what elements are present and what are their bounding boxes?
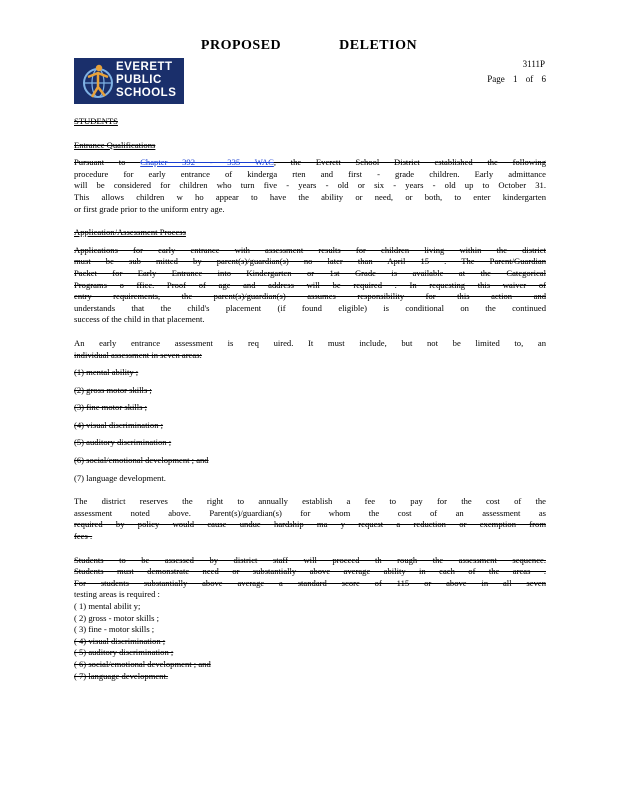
entrance-line-5: or first grade prior to the uniform entry age. — [74, 203, 225, 214]
students-item-2: ( 2) gross - motor skills ; — [74, 612, 159, 623]
students-item-6: ( 6) social/emotional development ; and — [74, 658, 211, 669]
fee-line-4: fees . — [74, 531, 93, 542]
logo-line-1: EVERETT — [116, 61, 173, 73]
fee-line-1: The district reserves the right to annually establish a fee to pay for the cost of the — [74, 496, 546, 507]
entrance-line-1: Pursuant to Chapter 392 - 335 WAC, the Everett School District established the following — [74, 157, 546, 168]
page-title — [0, 38, 618, 54]
title-deletion: DELETION — [339, 38, 418, 53]
assessment-item-2: (2) gross motor skills ; — [74, 384, 152, 395]
students-line-2: Students must demonstrate need or substantially above average ability in each of the areas . — [74, 566, 546, 577]
policy-code: 3111P — [522, 59, 545, 69]
application-line-7: success of the child in that placement. — [74, 314, 205, 325]
assessment-item-3: (3) fine motor skills ; — [74, 402, 148, 413]
students-item-4: ( 4) visual discrimination ; — [74, 635, 166, 646]
students-line-3: For students substantially above average a standard score of 115 or above in all seven — [74, 577, 546, 588]
section-title: STUDENTS — [74, 116, 118, 126]
fee-line-3: required by policy would cause undue hardship ma y request a reduction or exemption from — [74, 519, 546, 530]
entrance-line-3: will be considered for children who turn five - years - old or six - years - old up to October 31. — [74, 180, 546, 191]
entrance-line-2: procedure for early entrance of kinderga rten and first - grade children. Early admittance — [74, 168, 546, 179]
application-heading: Application/Assessment Process — [74, 227, 186, 238]
students-item-5: ( 5) auditory discrimination ; — [74, 647, 174, 658]
title-proposed: PROPOSED — [200, 38, 282, 53]
page-of: of — [525, 74, 534, 84]
application-line-6: understands that the child's placement (if found eligible) is conditional on the continued — [74, 302, 546, 313]
page-number — [481, 74, 546, 84]
application-line-4: Programs o ffice. Proof of age and address will be required . In requesting this waiver of — [74, 279, 546, 290]
students-item-3: ( 3) fine - motor skills ; — [74, 624, 155, 635]
entrance-line-4: This allows children w ho appear to have the ability or need, or both, to enter kindergarten — [74, 191, 546, 202]
application-line-2: must be sub mitted by parent(s)/guardian(s) no later than April 15 . The Parent/Guardian — [74, 256, 546, 267]
assessment-item-6: (6) social/emotional development ; and — [74, 455, 209, 466]
page-label: Page — [487, 74, 505, 84]
assessment-item-1: (1) mental ability ; — [74, 367, 139, 378]
document-body — [74, 116, 546, 682]
entrance-heading: Entrance Qualifications — [74, 139, 156, 150]
page-current: 1 — [513, 74, 518, 84]
students-line-4: testing areas is required : — [74, 589, 160, 600]
everett-public-schools-logo — [74, 58, 184, 104]
students-line-1: Students to be assessed by district staff will proceed th rough the assessment sequence. — [74, 554, 546, 565]
logo-line-3: SCHOOLS — [116, 87, 177, 99]
assessment-line-1: An early entrance assessment is req uired. It must include, but not be limited to, an — [74, 337, 546, 348]
application-line-1: Applications for early entrance with assessment results for children living within the district — [74, 244, 546, 255]
fee-line-2: assessment noted above. Parent(s)/guardian(s) for whom the cost of an assessment as — [74, 507, 546, 518]
students-item-7: ( 7) language development. — [74, 670, 169, 681]
wac-chapter-link[interactable]: Chapter 392 - 335 WAC — [140, 157, 274, 168]
assessment-item-7: (7) language development. — [74, 472, 166, 483]
logo-text — [116, 61, 176, 100]
application-line-5: entry requirements, the parent(s)/guardian(s) assumes responsibility for this action and — [74, 291, 546, 302]
page-total: 6 — [541, 74, 546, 84]
students-item-1: ( 1) mental abilit y; — [74, 601, 141, 611]
application-line-3: Packet for Early Entrance into Kindergarten or 1st Grade is available at the Categorical — [74, 267, 546, 278]
assessment-line-2: individual assessment in seven areas: — [74, 349, 202, 360]
logo-line-2: PUBLIC — [116, 74, 162, 86]
assessment-item-5: (5) auditory discrimination ; — [74, 437, 172, 448]
assessment-item-4: (4) visual discrimination ; — [74, 419, 164, 430]
globe-figure-icon — [78, 61, 118, 101]
